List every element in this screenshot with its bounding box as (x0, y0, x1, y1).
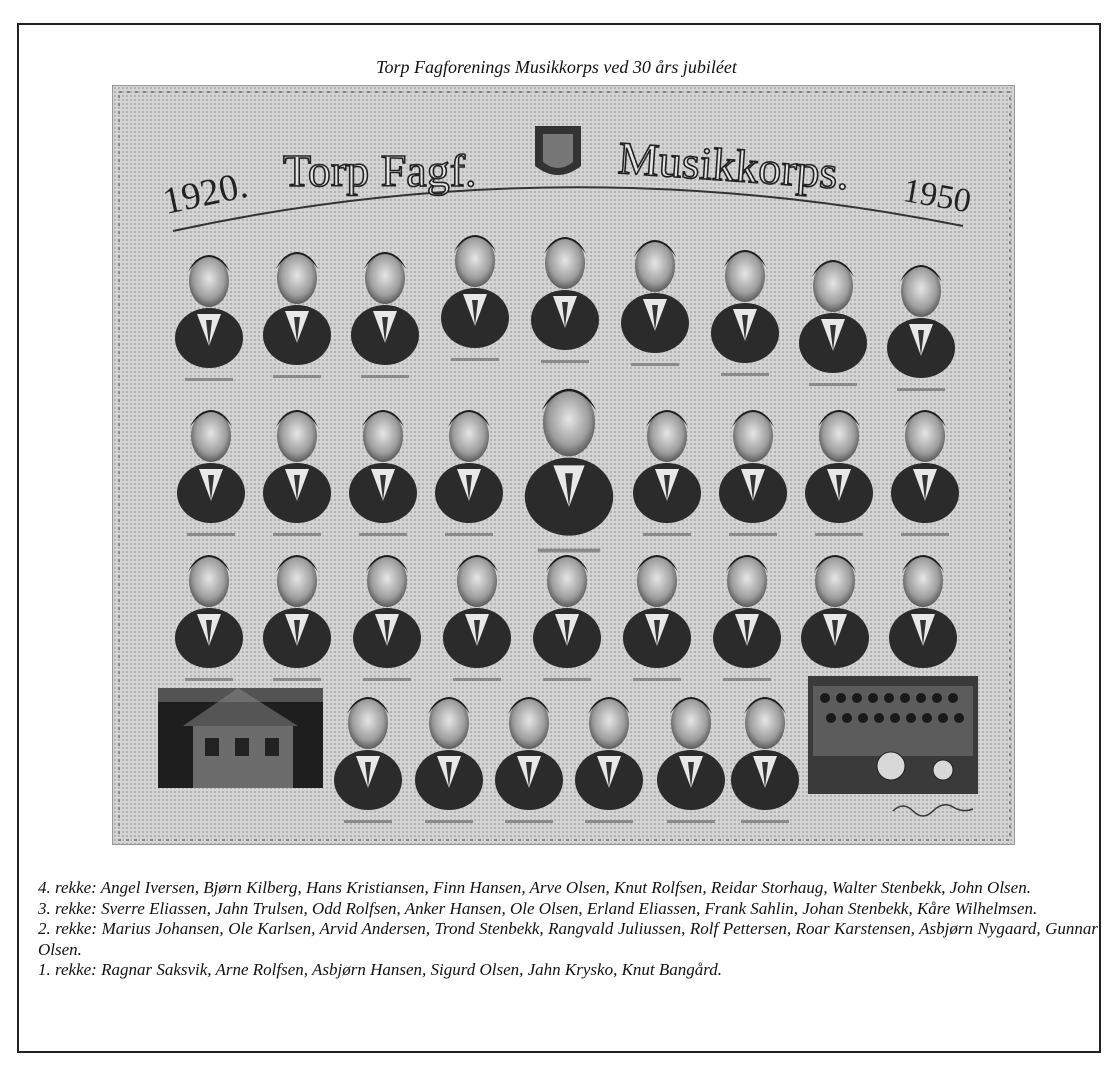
row-4-names: 4. rekke: Angel Iversen, Bjørn Kilberg, Hans Kristiansen, Finn Hansen, Arve Olsen, Knut Rolfsen, Reidar Storhaug, Walter Stenbekk, John Olsen. (38, 878, 1031, 897)
photo-caption: Torp Fagforenings Musikkorps ved 30 års jubiléet (376, 57, 737, 77)
row-3-names: 3. rekke: Sverre Eliassen, Jahn Trulsen, Odd Rolfsen, Anker Hansen, Ole Olsen, Erland Eliassen, Frank Sahlin, Johan Stenbekk, Kåre Wilhelmsen. (38, 898, 1038, 918)
group-photo (112, 85, 1015, 845)
portrait-row-2 (175, 555, 957, 681)
building-photo (158, 688, 323, 788)
band-group-photo (808, 676, 978, 794)
banner-title-right: Musikkorps. (616, 132, 851, 200)
banner-year-end: 1950 (900, 172, 974, 221)
banner-title-left: Torp Fagf. (283, 145, 477, 196)
shield-emblem-icon (535, 126, 581, 175)
banner-year-start: 1920. (159, 164, 252, 223)
row-1-names: 1. rekke: Ragnar Saksvik, Arne Rolfsen, Asbjørn Hansen, Sigurd Olsen, Jahn Krysko, Knut Bangård. (38, 960, 723, 979)
row-names (38, 878, 1098, 981)
row-2-names: 2. rekke: Marius Johansen, Ole Karlsen, Arvid Andersen, Trond Stenbekk, Rangvald Juliussen, Rolf Pettersen, Roar Karstensen, Asbjørn Nygaard, Gunnar Olsen. (38, 919, 1098, 959)
